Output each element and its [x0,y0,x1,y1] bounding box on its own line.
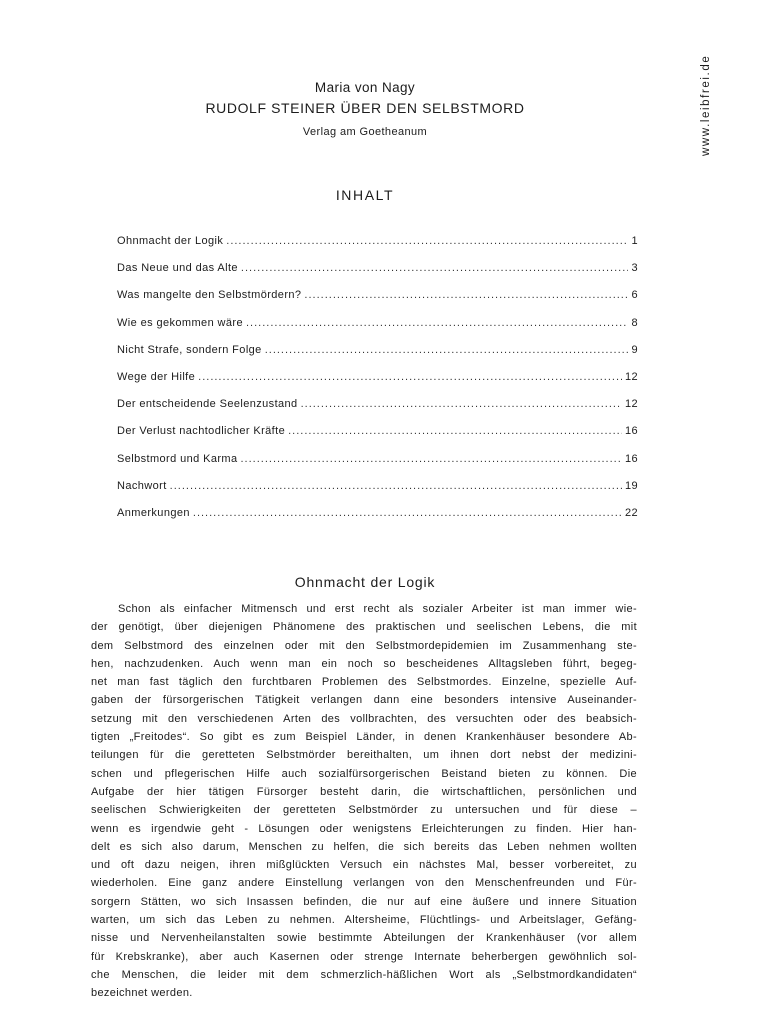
paragraph-line: wiederholen. Eine ganz andere Einstellung verlangen von den Menschenfreunden und Für- [91,877,637,890]
paragraph-line: für Krebskranke), aber auch Kasernen oder strenge Internate beherbergen gewöhnlich sol- [91,950,637,963]
paragraph-line: Aufgabe der hier tätigen Fürsorger besteht darin, die wirtschaftlichen, persönlichen und [91,785,637,798]
author-name: Maria von Nagy [314,80,416,95]
toc-entry-title: Anmerkungen [117,506,190,519]
toc-entry-page: 12 [624,398,638,411]
toc-entry-page: 6 [631,289,638,302]
toc-entry-title: Nicht Strafe, sondern Folge [117,343,262,356]
toc-entry[interactable] [117,450,638,477]
toc-dot-leader [226,232,628,250]
paragraph-line: tigten „Freitodes“. So gibt es zum Beispiel Länder, in denen Krankenhäuser besondere Ab- [91,731,637,744]
toc-entry-title: Der entscheidende Seelenzustand [117,398,298,411]
paragraph-line: hen, nachzudenken. Auch wenn man ein noch so bescheidenes Alltagsleben führt, begeg- [91,657,637,670]
toc-dot-leader [241,450,622,468]
toc-entry[interactable] [117,504,638,531]
paragraph-line: warten, um sich das Leben zu nehmen. Altersheime, Flüchtlings- und Arbeitslager, Gefäng- [91,914,637,927]
toc-dot-leader [246,314,628,332]
toc-dot-leader [288,422,622,440]
toc-dot-leader [170,477,622,495]
toc-dot-leader [304,286,628,304]
toc-heading: INHALT [335,187,395,203]
toc-entry[interactable] [117,341,638,368]
toc-dot-leader [193,504,622,522]
toc-entry-title: Was mangelte den Selbstmördern? [117,289,302,302]
toc-entry-page: 9 [631,343,638,356]
paragraph-line: sorgern Stätten, wo sich Insassen befinden, die nur auf eine äußere und innere Situation [91,895,637,908]
toc-entry-page: 1 [631,235,638,247]
toc-entry-title: Der Verlust nachtodlicher Kräfte [117,425,286,438]
toc-entry-title: Wie es gekommen wäre [117,316,243,329]
body-paragraph [91,600,637,1003]
document-header [0,79,730,139]
toc-entry[interactable] [117,395,638,422]
toc-entry-page: 12 [624,370,638,383]
paragraph-line: nisse und Nervenheilanstalten sowie bestimmte Abteilungen der Krankenhäuser (vor allem [91,932,637,945]
paragraph-line: gaben der fürsorgerischen Tätigkeit verlangen dann eine besonders intensive Auseinander- [91,694,637,707]
toc-entry-page: 19 [624,479,638,492]
book-title: RUDOLF STEINER ÜBER DEN SELBSTMORD [205,100,525,116]
toc-entry-title: Ohnmacht der Logik [117,235,224,247]
website-url: www.leibfrei.de [700,54,712,156]
toc-dot-leader [241,259,629,277]
toc-entry-title: Wege der Hilfe [117,370,196,383]
toc-entry-title: Selbstmord und Karma [117,452,238,465]
paragraph-line: teilungen für die geretteten Selbstmörder bereithalten, um ihnen dort nebst der medizini- [91,749,637,762]
paragraph-line: dem Selbstmord des einzelnen oder mit den Selbstmordepidemien im Zusammenhang ste- [91,639,637,652]
paragraph-line: setzung mit den verschiedenen Arten des vollbrachten, des versuchten oder des beabsich- [91,712,637,725]
paragraph-line: und oft dazu neigen, ihren mißglückten Versuch ein nächstes Mal, besser vorbereitet, zu [91,859,637,872]
toc-entry[interactable] [117,477,638,504]
toc-entry-title: Das Neue und das Alte [117,262,238,275]
toc-entry[interactable] [117,422,638,449]
toc-entry[interactable] [117,259,638,286]
toc-entry-page: 8 [631,316,638,329]
toc-dot-leader [265,341,629,359]
paragraph-line: wenn es irgendwie geht - Lösungen oder wenigstens Erleichterungen zu finden. Hier han- [91,822,637,835]
paragraph-line: der genötigt, über diejenigen Phänomene des praktischen und seelischen Lebens, die mit [91,621,637,634]
paragraph-line: bezeichnet werden. [91,987,193,1000]
toc-entry[interactable] [117,286,638,313]
toc-dot-leader [198,368,622,386]
table-of-contents [117,232,638,531]
toc-dot-leader [301,395,622,413]
toc-entry[interactable] [117,314,638,341]
paragraph-line: delt es sich also darum, Menschen zu helfen, die sich bereits das Leben nehmen wollten [91,840,637,853]
publisher: Verlag am Goetheanum [302,126,428,138]
paragraph-line: che Menschen, die leider mit dem schmerzlich-häßlichen Wort als „Selbstmordkandidaten“ [91,968,637,981]
toc-entry[interactable] [117,232,638,259]
toc-entry-page: 16 [624,425,638,438]
toc-entry-title: Nachwort [117,479,167,492]
paragraph-line: seelischen Schwierigkeiten der geretteten Selbstmörder zu untersuchen und für diese – [91,804,637,817]
toc-entry-page: 3 [631,262,638,275]
paragraph-line: net man fast täglich den furchtbaren Problemen des Selbstmordes. Einzelne, spezielle Auf- [91,676,637,689]
toc-entry-page: 16 [624,452,638,465]
paragraph-line: Schon als einfacher Mitmensch und erst recht als sozialer Arbeiter ist man immer wie- [118,603,637,615]
toc-entry[interactable] [117,368,638,395]
paragraph-line: schen und pflegerischen Hilfe auch sozialfürsorgerischen Beistand bieten zu können. Die [91,767,637,780]
toc-entry-page: 22 [624,506,638,519]
section-heading: Ohnmacht der Logik [294,574,436,590]
